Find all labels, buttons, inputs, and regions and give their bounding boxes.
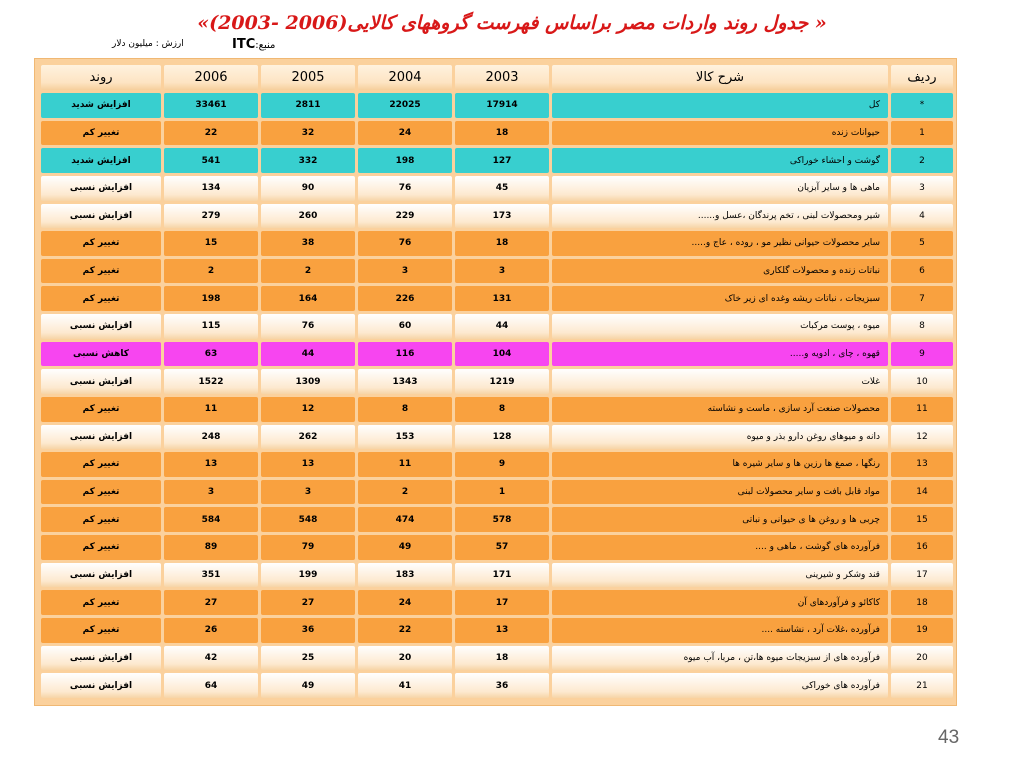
cell-y2004: 2 xyxy=(358,480,452,505)
cell-y2006: 198 xyxy=(164,286,258,311)
cell-y2005: 27 xyxy=(261,590,355,615)
cell-trend: کاهش نسبی xyxy=(41,342,161,367)
cell-idx: 21 xyxy=(891,673,953,698)
cell-idx: 10 xyxy=(891,369,953,394)
table-row xyxy=(41,231,953,256)
cell-trend: افزایش نسبی xyxy=(41,563,161,588)
cell-y2006: 1522 xyxy=(164,369,258,394)
cell-y2005: 332 xyxy=(261,148,355,173)
cell-desc: قند وشکر و شیرینی xyxy=(552,563,888,588)
cell-y2005: 12 xyxy=(261,397,355,422)
cell-trend: تغییر کم xyxy=(41,397,161,422)
cell-desc: فرآورده های خوراکی xyxy=(552,673,888,698)
cell-desc: میوه ، پوست مرکبات xyxy=(552,314,888,339)
cell-y2004: 22025 xyxy=(358,93,452,118)
cell-idx: 4 xyxy=(891,204,953,229)
cell-y2003: 17914 xyxy=(455,93,549,118)
cell-y2004: 24 xyxy=(358,590,452,615)
cell-trend: تغییر کم xyxy=(41,590,161,615)
cell-y2006: 541 xyxy=(164,148,258,173)
cell-y2005: 260 xyxy=(261,204,355,229)
cell-trend: افزایش نسبی xyxy=(41,176,161,201)
cell-trend: افزایش شدید xyxy=(41,93,161,118)
cell-y2004: 116 xyxy=(358,342,452,367)
cell-y2004: 24 xyxy=(358,121,452,146)
cell-trend: تغییر کم xyxy=(41,121,161,146)
cell-y2006: 63 xyxy=(164,342,258,367)
cell-y2005: 199 xyxy=(261,563,355,588)
imports-table xyxy=(38,62,956,701)
cell-y2004: 474 xyxy=(358,507,452,532)
cell-y2006: 279 xyxy=(164,204,258,229)
cell-y2003: 9 xyxy=(455,452,549,477)
cell-trend: افزایش نسبی xyxy=(41,369,161,394)
cell-y2005: 3 xyxy=(261,480,355,505)
cell-idx: 19 xyxy=(891,618,953,643)
cell-y2003: 173 xyxy=(455,204,549,229)
header-2004: 2004 xyxy=(358,65,452,90)
cell-y2005: 79 xyxy=(261,535,355,560)
cell-y2003: 18 xyxy=(455,646,549,671)
header-desc: شرح کالا xyxy=(552,65,888,90)
cell-idx: * xyxy=(891,93,953,118)
cell-idx: 5 xyxy=(891,231,953,256)
table-row xyxy=(41,535,953,560)
cell-y2004: 49 xyxy=(358,535,452,560)
cell-trend: افزایش نسبی xyxy=(41,646,161,671)
cell-y2006: 3 xyxy=(164,480,258,505)
cell-y2004: 1343 xyxy=(358,369,452,394)
cell-idx: 16 xyxy=(891,535,953,560)
cell-desc: کل xyxy=(552,93,888,118)
cell-y2005: 25 xyxy=(261,646,355,671)
cell-trend: افزایش نسبی xyxy=(41,204,161,229)
imports-table-frame xyxy=(34,58,957,706)
cell-y2004: 22 xyxy=(358,618,452,643)
table-row xyxy=(41,93,953,118)
table-row xyxy=(41,507,953,532)
cell-trend: افزایش نسبی xyxy=(41,673,161,698)
cell-y2005: 548 xyxy=(261,507,355,532)
cell-y2004: 183 xyxy=(358,563,452,588)
table-row xyxy=(41,425,953,450)
cell-y2004: 76 xyxy=(358,176,452,201)
table-row xyxy=(41,452,953,477)
table-row xyxy=(41,397,953,422)
cell-y2006: 351 xyxy=(164,563,258,588)
header-row xyxy=(41,65,953,90)
cell-trend: تغییر کم xyxy=(41,231,161,256)
cell-y2006: 64 xyxy=(164,673,258,698)
cell-idx: 13 xyxy=(891,452,953,477)
cell-desc: فرآورده ،غلات آرد ، نشاسته .... xyxy=(552,618,888,643)
cell-y2004: 3 xyxy=(358,259,452,284)
cell-y2006: 13 xyxy=(164,452,258,477)
cell-y2004: 226 xyxy=(358,286,452,311)
cell-y2003: 127 xyxy=(455,148,549,173)
cell-idx: 9 xyxy=(891,342,953,367)
cell-desc: گوشت و احشاء خوراکی xyxy=(552,148,888,173)
cell-desc: فرآورده های گوشت ، ماهی و .... xyxy=(552,535,888,560)
cell-y2006: 11 xyxy=(164,397,258,422)
cell-y2004: 41 xyxy=(358,673,452,698)
cell-y2003: 13 xyxy=(455,618,549,643)
header-2006: 2006 xyxy=(164,65,258,90)
table-row xyxy=(41,148,953,173)
table-row xyxy=(41,590,953,615)
cell-y2005: 76 xyxy=(261,314,355,339)
table-row xyxy=(41,204,953,229)
cell-y2003: 36 xyxy=(455,673,549,698)
cell-y2003: 171 xyxy=(455,563,549,588)
cell-y2006: 89 xyxy=(164,535,258,560)
cell-y2003: 18 xyxy=(455,231,549,256)
cell-y2006: 33461 xyxy=(164,93,258,118)
source-value: ITC xyxy=(232,37,256,52)
cell-y2004: 76 xyxy=(358,231,452,256)
cell-trend: تغییر کم xyxy=(41,507,161,532)
cell-y2006: 26 xyxy=(164,618,258,643)
cell-y2006: 2 xyxy=(164,259,258,284)
cell-desc: حیوانات زنده xyxy=(552,121,888,146)
cell-desc: ماهی ها و سایر آبزیان xyxy=(552,176,888,201)
cell-trend: تغییر کم xyxy=(41,480,161,505)
cell-y2005: 164 xyxy=(261,286,355,311)
cell-y2005: 49 xyxy=(261,673,355,698)
cell-y2005: 32 xyxy=(261,121,355,146)
cell-trend: تغییر کم xyxy=(41,535,161,560)
cell-desc: دانه و میوهای روغن دارو بذر و میوه xyxy=(552,425,888,450)
cell-y2004: 11 xyxy=(358,452,452,477)
cell-y2003: 131 xyxy=(455,286,549,311)
cell-y2006: 42 xyxy=(164,646,258,671)
cell-y2005: 2811 xyxy=(261,93,355,118)
cell-y2006: 15 xyxy=(164,231,258,256)
cell-idx: 1 xyxy=(891,121,953,146)
cell-trend: تغییر کم xyxy=(41,452,161,477)
cell-y2004: 8 xyxy=(358,397,452,422)
cell-y2005: 1309 xyxy=(261,369,355,394)
cell-desc: چربی ها و روغن ها ی حیوانی و نباتی xyxy=(552,507,888,532)
source-key: منبع: xyxy=(255,40,276,51)
cell-y2003: 1219 xyxy=(455,369,549,394)
cell-desc: شیر ومحصولات لبنی ، تخم پرندگان ،عسل و...... xyxy=(552,204,888,229)
cell-y2005: 44 xyxy=(261,342,355,367)
cell-y2005: 2 xyxy=(261,259,355,284)
table-row xyxy=(41,176,953,201)
cell-y2006: 22 xyxy=(164,121,258,146)
cell-y2003: 45 xyxy=(455,176,549,201)
cell-trend: تغییر کم xyxy=(41,618,161,643)
header-trend: روند xyxy=(41,65,161,90)
cell-y2005: 13 xyxy=(261,452,355,477)
cell-y2006: 248 xyxy=(164,425,258,450)
unit-label: ارزش : میلیون دلار xyxy=(112,39,184,49)
header-2005: 2005 xyxy=(261,65,355,90)
cell-desc: سایر محصولات حیوانی نظیر مو ، روده ، عاج و..... xyxy=(552,231,888,256)
cell-trend: تغییر کم xyxy=(41,259,161,284)
table-row xyxy=(41,618,953,643)
cell-trend: افزایش نسبی xyxy=(41,314,161,339)
page-title: « جدول روند واردات مصر براساس فهرست گروههای کالایی(2006 -2003)» xyxy=(197,12,827,34)
source-label xyxy=(232,37,275,52)
cell-y2003: 1 xyxy=(455,480,549,505)
cell-idx: 7 xyxy=(891,286,953,311)
cell-desc: سبزیجات ، نباتات ریشه وغده ای زیر خاک xyxy=(552,286,888,311)
cell-y2003: 3 xyxy=(455,259,549,284)
cell-idx: 2 xyxy=(891,148,953,173)
cell-idx: 6 xyxy=(891,259,953,284)
cell-idx: 12 xyxy=(891,425,953,450)
cell-y2004: 60 xyxy=(358,314,452,339)
cell-y2006: 115 xyxy=(164,314,258,339)
cell-trend: تغییر کم xyxy=(41,286,161,311)
cell-y2004: 20 xyxy=(358,646,452,671)
cell-y2003: 18 xyxy=(455,121,549,146)
cell-desc: کاکائو و فرآوردهای آن xyxy=(552,590,888,615)
cell-y2005: 262 xyxy=(261,425,355,450)
cell-y2004: 198 xyxy=(358,148,452,173)
page-number: 43 xyxy=(938,727,960,748)
cell-y2003: 57 xyxy=(455,535,549,560)
cell-y2004: 229 xyxy=(358,204,452,229)
cell-idx: 20 xyxy=(891,646,953,671)
table-row xyxy=(41,314,953,339)
cell-idx: 8 xyxy=(891,314,953,339)
cell-idx: 3 xyxy=(891,176,953,201)
cell-y2003: 8 xyxy=(455,397,549,422)
cell-y2003: 104 xyxy=(455,342,549,367)
table-row xyxy=(41,342,953,367)
cell-y2004: 153 xyxy=(358,425,452,450)
cell-desc: رنگها ، صمغ ها رزین ها و سایر شیره ها xyxy=(552,452,888,477)
cell-desc: مواد قابل بافت و سایر محصولات لبنی xyxy=(552,480,888,505)
cell-y2003: 44 xyxy=(455,314,549,339)
table-row xyxy=(41,563,953,588)
cell-idx: 17 xyxy=(891,563,953,588)
table-row xyxy=(41,121,953,146)
table-row xyxy=(41,646,953,671)
table-row xyxy=(41,259,953,284)
cell-desc: غلات xyxy=(552,369,888,394)
cell-desc: محصولات صنعت آرد سازی ، ماست و نشاسته xyxy=(552,397,888,422)
header-2003: 2003 xyxy=(455,65,549,90)
cell-y2005: 36 xyxy=(261,618,355,643)
cell-trend: افزایش شدید xyxy=(41,148,161,173)
cell-y2005: 38 xyxy=(261,231,355,256)
table-row xyxy=(41,480,953,505)
header-idx: ردیف xyxy=(891,65,953,90)
cell-idx: 18 xyxy=(891,590,953,615)
cell-y2003: 578 xyxy=(455,507,549,532)
table-row xyxy=(41,673,953,698)
cell-y2006: 27 xyxy=(164,590,258,615)
cell-desc: فرآورده های از سبزیجات میوه ها،تن ، مربا، آب میوه xyxy=(552,646,888,671)
cell-idx: 15 xyxy=(891,507,953,532)
cell-idx: 11 xyxy=(891,397,953,422)
cell-idx: 14 xyxy=(891,480,953,505)
cell-trend: افزایش نسبی xyxy=(41,425,161,450)
cell-y2005: 90 xyxy=(261,176,355,201)
cell-desc: نباتات زنده و محصولات گلکاری xyxy=(552,259,888,284)
cell-y2003: 128 xyxy=(455,425,549,450)
table-body xyxy=(41,93,953,698)
cell-y2003: 17 xyxy=(455,590,549,615)
cell-y2006: 134 xyxy=(164,176,258,201)
table-row xyxy=(41,369,953,394)
table-row xyxy=(41,286,953,311)
cell-y2006: 584 xyxy=(164,507,258,532)
cell-desc: قهوه ، چای ، ادویه و..... xyxy=(552,342,888,367)
